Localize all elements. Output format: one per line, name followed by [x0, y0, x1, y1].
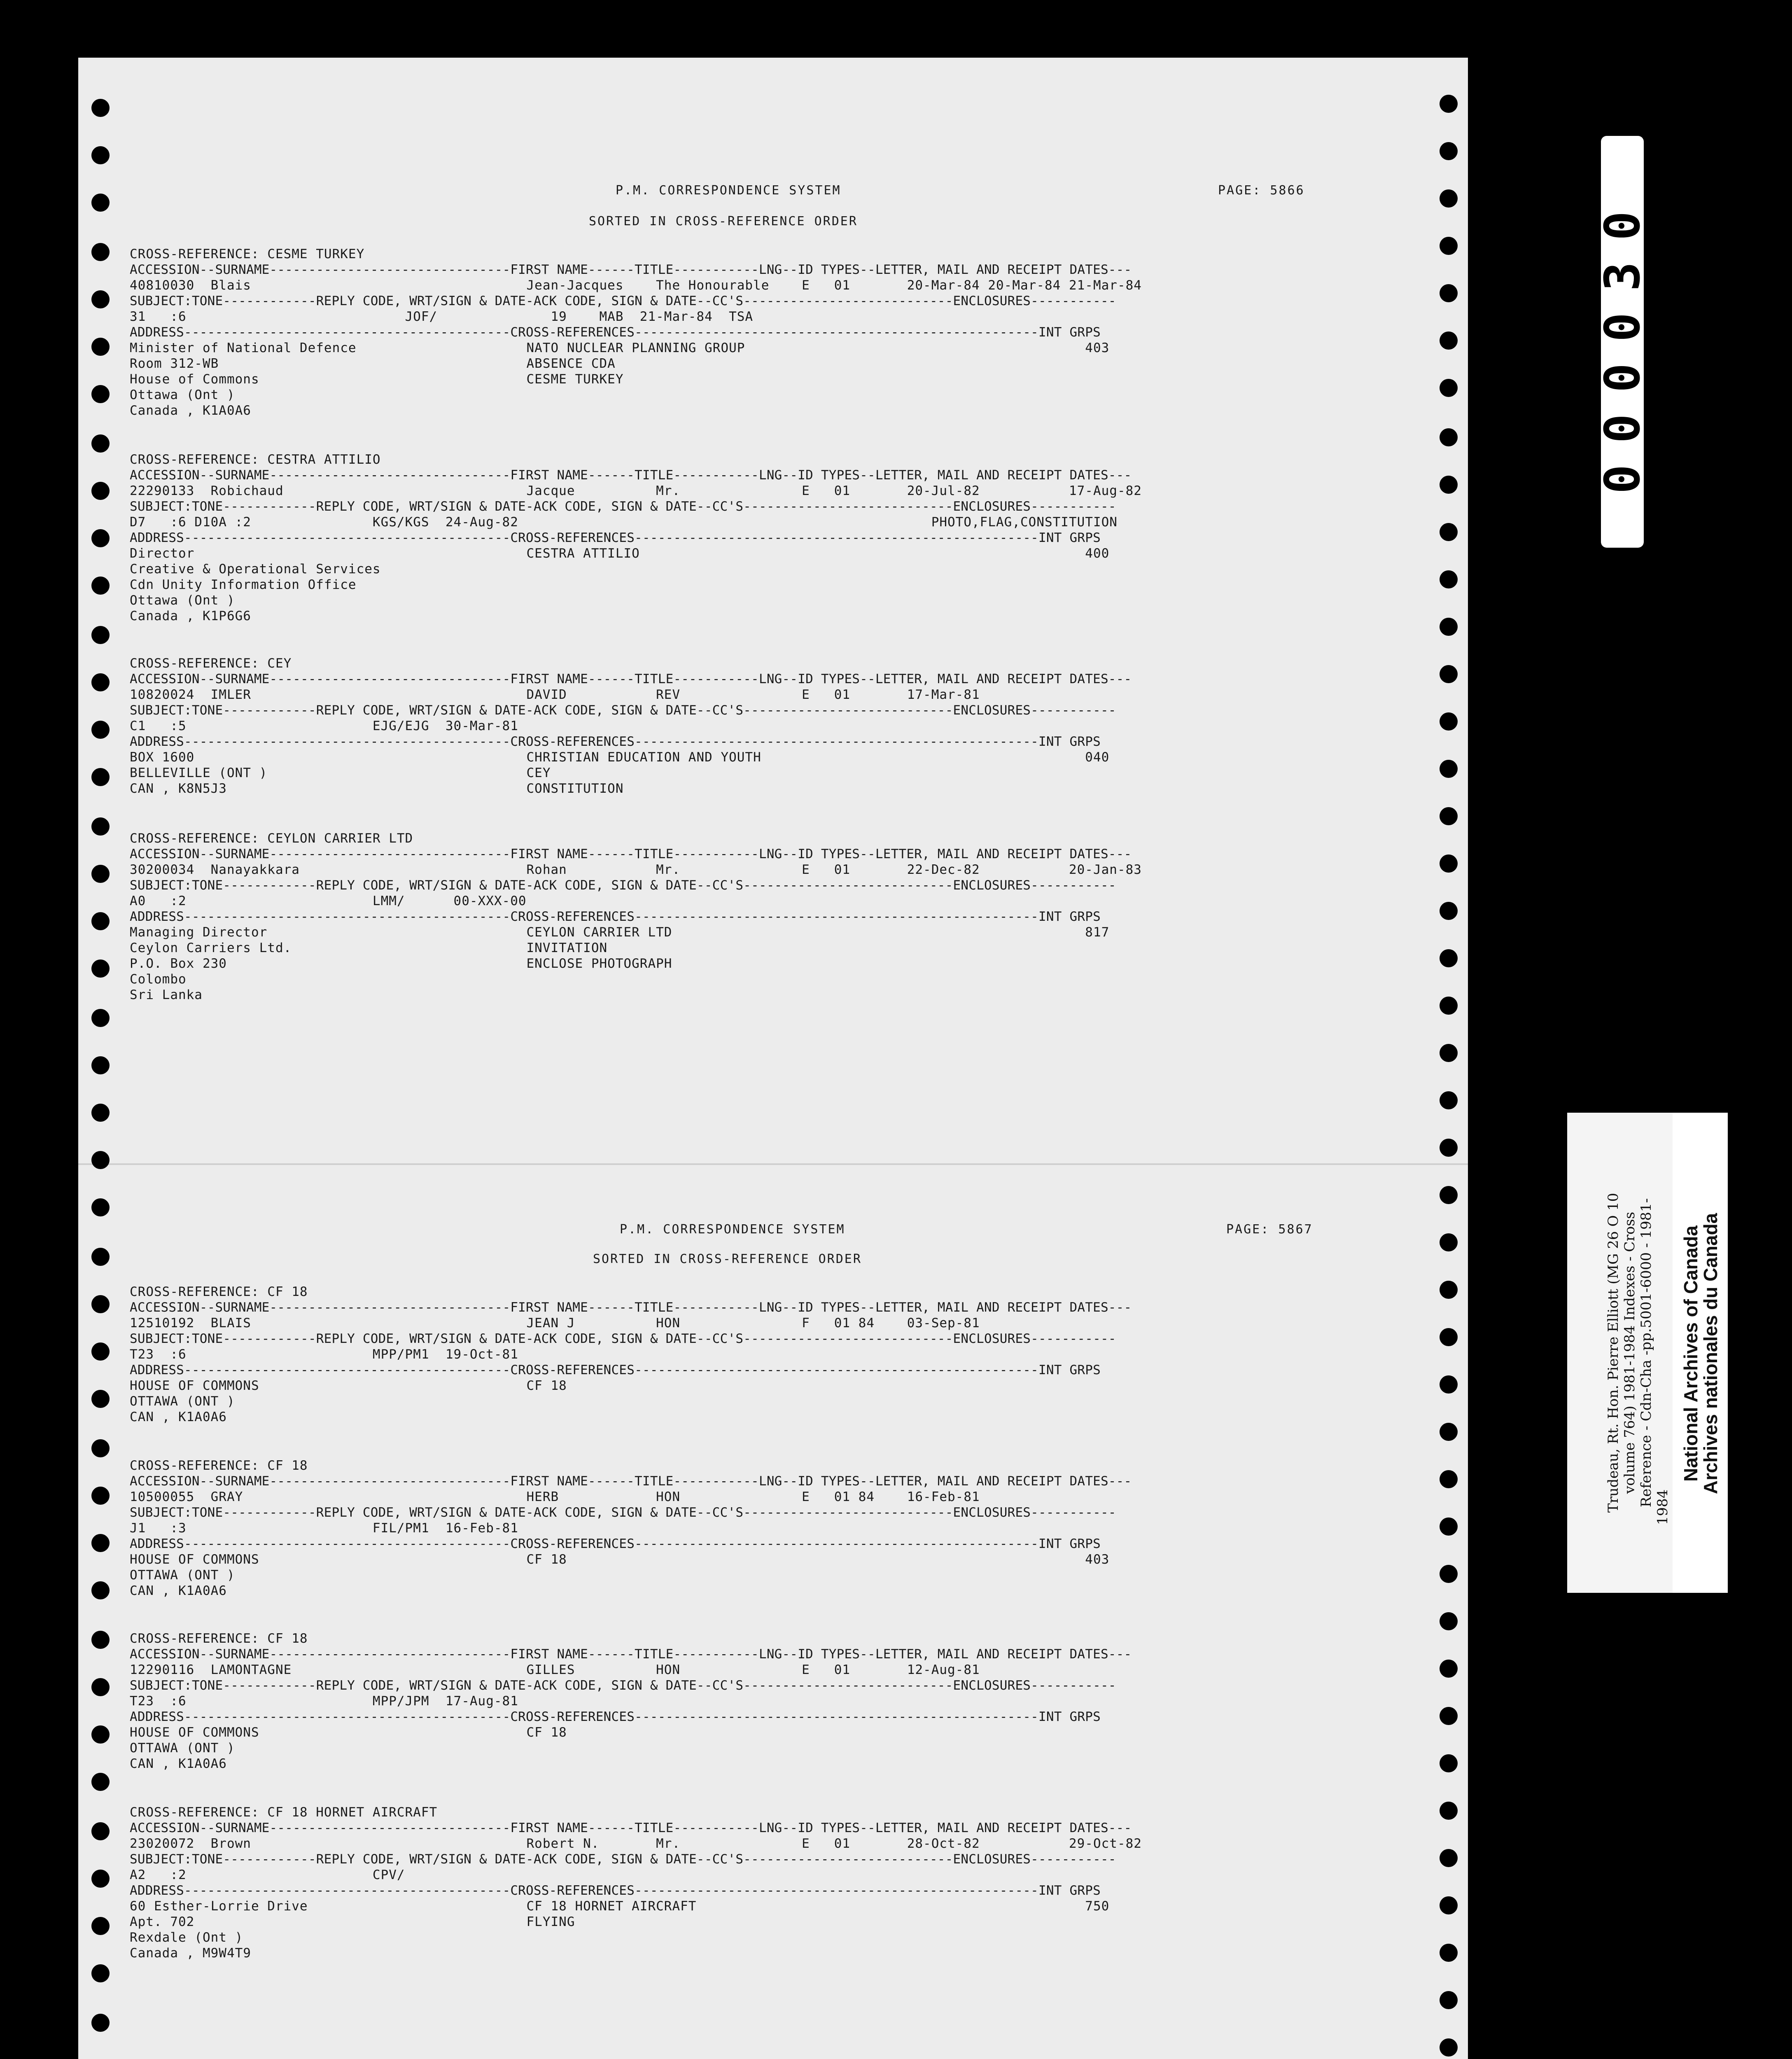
tractor-hole [1440, 712, 1458, 731]
record-3-line-8: BELLEVILLE (ONT ) CEY [130, 766, 551, 780]
sort-order-line: SORTED IN CROSS-REFERENCE ORDER [589, 214, 858, 229]
tractor-hole [91, 577, 110, 595]
record-2-line-3: 10500055 GRAY HERB HON E 01 84 16-Feb-81 [130, 1489, 980, 1504]
tractor-hole [1440, 1139, 1458, 1157]
record-3-line-1: CROSS-REFERENCE: CF 18 [130, 1631, 308, 1646]
record-1-line-6: ADDRESS------------------------------------------CROSS-REFERENCES----------------------------------------------------INT GRPS [130, 1363, 1101, 1377]
record-3-line-9: CAN , K1A0A6 [130, 1756, 227, 1771]
record-1-line-7: HOUSE OF COMMONS CF 18 [130, 1378, 567, 1393]
tractor-hole [91, 626, 110, 644]
record-3-line-9: CAN , K8N5J3 CONSTITUTION [130, 781, 624, 796]
record-4-line-6: ADDRESS------------------------------------------CROSS-REFERENCES----------------------------------------------------INT GRPS [130, 909, 1101, 924]
system-title: P.M. CORRESPONDENCE SYSTEM [620, 1222, 845, 1237]
tractor-hole [1440, 1423, 1458, 1441]
archive-description-line-3: Reference - Cdn-Cha -pp.5001-6000 - 1981- [1638, 1198, 1654, 1508]
tractor-hole [1440, 1517, 1458, 1536]
record-3-line-5: T23 :6 MPP/JPM 17-Aug-81 [130, 1694, 518, 1709]
record-4-line-11: Sri Lanka [130, 987, 203, 1002]
record-4-line-1: CROSS-REFERENCE: CEYLON CARRIER LTD [130, 831, 413, 846]
record-4-line-5: A0 :2 LMM/ 00-XXX-00 [130, 894, 527, 908]
tractor-hole [91, 243, 110, 261]
tractor-hole [91, 1487, 110, 1505]
tractor-hole [91, 1342, 110, 1361]
tractor-hole [1440, 1660, 1458, 1678]
tractor-hole [91, 912, 110, 930]
record-2-line-6: ADDRESS------------------------------------------CROSS-REFERENCES----------------------------------------------------INT GRPS [130, 1536, 1101, 1551]
tractor-hole [1440, 902, 1458, 920]
tractor-hole [1440, 95, 1458, 113]
record-4-line-4: SUBJECT:TONE------------REPLY CODE, WRT/SIGN & DATE-ACK CODE, SIGN & DATE--CC'S---------------------------ENCLOSURES----------- [130, 878, 1116, 893]
record-1-line-1: CROSS-REFERENCE: CESME TURKEY [130, 247, 365, 261]
tractor-hole [1440, 1849, 1458, 1867]
tractor-hole [1440, 2038, 1458, 2057]
tractor-hole [1440, 570, 1458, 588]
tractor-hole [91, 529, 110, 547]
record-3-line-7: HOUSE OF COMMONS CF 18 [130, 1725, 567, 1740]
tractor-hole [91, 194, 110, 212]
record-2-line-9: Cdn Unity Information Office [130, 577, 357, 592]
tractor-hole [91, 1581, 110, 1599]
archive-description-line-1: Trudeau, Rt. Hon. Pierre Elliott (MG 26 O 10 [1605, 1193, 1622, 1513]
tractor-hole [91, 1248, 110, 1266]
record-3-line-5: C1 :5 EJG/EJG 30-Mar-81 [130, 719, 518, 733]
sort-order-line: SORTED IN CROSS-REFERENCE ORDER [593, 1252, 862, 1266]
record-4-line-5: A2 :2 CPV/ [130, 1868, 405, 1882]
record-3-line-6: ADDRESS------------------------------------------CROSS-REFERENCES----------------------------------------------------INT GRPS [130, 734, 1101, 749]
archive-description-line-4: 1984 [1654, 1489, 1671, 1525]
tractor-hole [1440, 949, 1458, 967]
tractor-hole [91, 99, 110, 117]
record-4-line-7: 60 Esther-Lorrie Drive CF 18 HORNET AIRCRAFT 750 [130, 1899, 1110, 1914]
tractor-hole [1440, 1281, 1458, 1299]
record-3-line-8: OTTAWA (ONT ) [130, 1741, 235, 1756]
record-2-line-3: 22290133 Robichaud Jacque Mr. E 01 20-Jul-82 17-Aug-82 [130, 483, 1142, 498]
record-4-line-9: P.O. Box 230 ENCLOSE PHOTOGRAPH [130, 956, 672, 971]
record-2-line-2: ACCESSION--SURNAME-------------------------------FIRST NAME------TITLE-----------LNG--ID TYPES--LETTER, MAIL AND RECEIPT DATES--- [130, 1474, 1132, 1489]
tractor-hole [1440, 1707, 1458, 1725]
institution-name-fr: Archives nationales du Canada [1700, 1213, 1721, 1494]
tractor-hole [1440, 997, 1458, 1015]
tractor-hole [1440, 1233, 1458, 1251]
tractor-hole [1440, 476, 1458, 494]
record-1-line-5: T23 :6 MPP/PM1 19-Oct-81 [130, 1347, 518, 1362]
perforation-fold [78, 1163, 1468, 1165]
record-3-line-1: CROSS-REFERENCE: CEY [130, 656, 292, 671]
record-1-line-6: ADDRESS------------------------------------------CROSS-REFERENCES----------------------------------------------------INT GRPS [130, 325, 1101, 340]
tractor-hole [91, 1773, 110, 1791]
tractor-hole [1440, 284, 1458, 302]
record-4-line-3: 23020072 Brown Robert N. Mr. E 01 28-Oct-82 29-Oct-82 [130, 1836, 1142, 1851]
tractor-hole [91, 1151, 110, 1169]
institution-name-en: National Archives of Canada [1680, 1225, 1701, 1482]
record-4-line-6: ADDRESS------------------------------------------CROSS-REFERENCES----------------------------------------------------INT GRPS [130, 1883, 1101, 1898]
tractor-hole [91, 2014, 110, 2032]
tractor-hole [91, 1439, 110, 1457]
record-2-line-2: ACCESSION--SURNAME-------------------------------FIRST NAME------TITLE-----------LNG--ID TYPES--LETTER, MAIL AND RECEIPT DATES--- [130, 468, 1132, 483]
record-1-line-9: House of Commons CESME TURKEY [130, 372, 624, 387]
record-1-line-3: 40810030 Blais Jean-Jacques The Honourable E 01 20-Mar-84 20-Mar-84 21-Mar-84 [130, 278, 1142, 293]
record-2-line-8: Creative & Operational Services [130, 562, 381, 577]
record-4-line-2: ACCESSION--SURNAME-------------------------------FIRST NAME------TITLE-----------LNG--ID TYPES--LETTER, MAIL AND RECEIPT DATES--- [130, 847, 1132, 861]
record-2-line-8: OTTAWA (ONT ) [130, 1568, 235, 1583]
tractor-hole [1440, 1186, 1458, 1204]
tractor-hole [91, 1725, 110, 1744]
tractor-hole [91, 1056, 110, 1074]
tractor-hole [1440, 1944, 1458, 1962]
tractor-hole [91, 1822, 110, 1840]
record-2-line-4: SUBJECT:TONE------------REPLY CODE, WRT/SIGN & DATE-ACK CODE, SIGN & DATE--CC'S---------------------------ENCLOSURES----------- [130, 1505, 1116, 1520]
tractor-hole [1440, 854, 1458, 873]
record-1-line-5: 31 :6 JOF/ 19 MAB 21-Mar-84 TSA [130, 309, 754, 324]
record-1-line-7: Minister of National Defence NATO NUCLEAR PLANNING GROUP 403 [130, 341, 1110, 355]
tractor-hole [91, 338, 110, 356]
record-4-line-8: Apt. 702 FLYING [130, 1914, 575, 1929]
tractor-hole [1440, 1802, 1458, 1820]
tractor-hole [91, 1678, 110, 1696]
tractor-hole [1440, 428, 1458, 446]
record-2-line-1: CROSS-REFERENCE: CESTRA ATTILIO [130, 452, 381, 467]
record-1-line-1: CROSS-REFERENCE: CF 18 [130, 1284, 308, 1299]
record-2-line-1: CROSS-REFERENCE: CF 18 [130, 1458, 308, 1473]
tractor-hole [91, 673, 110, 691]
tractor-hole [1440, 379, 1458, 397]
tractor-hole [91, 817, 110, 836]
tractor-hole [1440, 237, 1458, 255]
record-4-line-2: ACCESSION--SURNAME-------------------------------FIRST NAME------TITLE-----------LNG--ID TYPES--LETTER, MAIL AND RECEIPT DATES--- [130, 1821, 1132, 1835]
tractor-hole [91, 482, 110, 500]
tractor-hole [91, 1104, 110, 1122]
right-tractor-holes [1440, 103, 1458, 2059]
record-1-line-3: 12510192 BLAIS JEAN J HON F 01 84 03-Sep-81 [130, 1316, 980, 1331]
record-4-line-9: Rexdale (Ont ) [130, 1930, 243, 1945]
tractor-hole [91, 1870, 110, 1888]
page-number: PAGE: 5866 [1218, 183, 1305, 198]
record-1-line-4: SUBJECT:TONE------------REPLY CODE, WRT/SIGN & DATE-ACK CODE, SIGN & DATE--CC'S---------------------------ENCLOSURES----------- [130, 1331, 1116, 1346]
tractor-hole [1440, 760, 1458, 778]
tractor-hole [91, 1534, 110, 1552]
tractor-hole [91, 146, 110, 164]
tractor-hole [91, 1390, 110, 1408]
record-2-line-5: D7 :6 D10A :2 KGS/KGS 24-Aug-82 PHOTO,FLAG,CONSTITUTION [130, 515, 1118, 530]
record-1-line-2: ACCESSION--SURNAME-------------------------------FIRST NAME------TITLE-----------LNG--ID TYPES--LETTER, MAIL AND RECEIPT DATES--- [130, 1300, 1132, 1315]
record-4-line-10: Colombo [130, 972, 187, 987]
tractor-hole [1440, 142, 1458, 160]
tractor-hole [91, 865, 110, 883]
record-4-line-3: 30200034 Nanayakkara Rohan Mr. E 01 22-Dec-82 20-Jan-83 [130, 862, 1142, 877]
page-number: PAGE: 5867 [1226, 1222, 1313, 1237]
record-3-line-2: ACCESSION--SURNAME-------------------------------FIRST NAME------TITLE-----------LNG--ID TYPES--LETTER, MAIL AND RECEIPT DATES--- [130, 672, 1132, 686]
tractor-hole [91, 768, 110, 786]
record-2-line-9: CAN , K1A0A6 [130, 1583, 227, 1598]
tractor-hole [1440, 1328, 1458, 1346]
record-3-line-6: ADDRESS------------------------------------------CROSS-REFERENCES----------------------------------------------------INT GRPS [130, 1709, 1101, 1724]
record-3-line-4: SUBJECT:TONE------------REPLY CODE, WRT/SIGN & DATE-ACK CODE, SIGN & DATE--CC'S---------------------------ENCLOSURES----------- [130, 703, 1116, 718]
left-tractor-holes [91, 103, 110, 2059]
system-title: P.M. CORRESPONDENCE SYSTEM [616, 183, 841, 198]
frame-number: 000030 [1594, 189, 1651, 494]
record-2-line-7: Director CESTRA ATTILIO 400 [130, 546, 1110, 561]
tractor-hole [1440, 807, 1458, 825]
tractor-hole [1440, 1565, 1458, 1583]
tractor-hole [1440, 523, 1458, 541]
record-2-line-6: ADDRESS------------------------------------------CROSS-REFERENCES----------------------------------------------------INT GRPS [130, 530, 1101, 545]
record-3-line-7: BOX 1600 CHRISTIAN EDUCATION AND YOUTH 040 [130, 750, 1110, 765]
record-4-line-4: SUBJECT:TONE------------REPLY CODE, WRT/SIGN & DATE-ACK CODE, SIGN & DATE--CC'S---------------------------ENCLOSURES----------- [130, 1852, 1116, 1867]
tractor-hole [1440, 1991, 1458, 2009]
record-1-line-10: Ottawa (Ont ) [130, 388, 235, 402]
record-2-line-5: J1 :3 FIL/PM1 16-Feb-81 [130, 1521, 518, 1536]
record-4-line-7: Managing Director CEYLON CARRIER LTD 817 [130, 925, 1110, 940]
record-1-line-2: ACCESSION--SURNAME-------------------------------FIRST NAME------TITLE-----------LNG--ID TYPES--LETTER, MAIL AND RECEIPT DATES--- [130, 262, 1132, 277]
archive-description-line-2: volume 764) 1981-1984 Indexes - Cross [1622, 1212, 1638, 1494]
tractor-hole [91, 1917, 110, 1935]
tractor-hole [1440, 618, 1458, 636]
tractor-hole [91, 1009, 110, 1027]
record-1-line-8: OTTAWA (ONT ) [130, 1394, 235, 1409]
tractor-hole [1440, 1612, 1458, 1630]
record-2-line-10: Ottawa (Ont ) [130, 593, 235, 608]
record-3-line-3: 12290116 LAMONTAGNE GILLES HON E 01 12-Aug-81 [130, 1662, 980, 1677]
record-3-line-3: 10820024 IMLER DAVID REV E 01 17-Mar-81 [130, 687, 980, 702]
tractor-hole [1440, 665, 1458, 683]
record-2-line-7: HOUSE OF COMMONS CF 18 403 [130, 1552, 1110, 1567]
tractor-hole [1440, 1896, 1458, 1914]
tractor-hole [91, 721, 110, 739]
tractor-hole [91, 1295, 110, 1313]
record-1-line-8: Room 312-WB ABSENCE CDA [130, 356, 616, 371]
record-4-line-8: Ceylon Carriers Ltd. INVITATION [130, 941, 608, 955]
record-1-line-11: Canada , K1A0A6 [130, 403, 251, 418]
record-3-line-2: ACCESSION--SURNAME-------------------------------FIRST NAME------TITLE-----------LNG--ID TYPES--LETTER, MAIL AND RECEIPT DATES--- [130, 1647, 1132, 1662]
tractor-hole [91, 959, 110, 978]
record-2-line-4: SUBJECT:TONE------------REPLY CODE, WRT/SIGN & DATE-ACK CODE, SIGN & DATE--CC'S---------------------------ENCLOSURES----------- [130, 499, 1116, 514]
tractor-hole [1440, 1470, 1458, 1488]
tractor-hole [91, 434, 110, 453]
tractor-hole [91, 1964, 110, 1982]
record-1-line-4: SUBJECT:TONE------------REPLY CODE, WRT/SIGN & DATE-ACK CODE, SIGN & DATE--CC'S---------------------------ENCLOSURES----------- [130, 294, 1116, 308]
record-2-line-11: Canada , K1P6G6 [130, 609, 251, 623]
tractor-hole [91, 290, 110, 308]
tractor-hole [1440, 331, 1458, 350]
record-3-line-4: SUBJECT:TONE------------REPLY CODE, WRT/SIGN & DATE-ACK CODE, SIGN & DATE--CC'S---------------------------ENCLOSURES----------- [130, 1678, 1116, 1693]
tractor-hole [91, 1198, 110, 1216]
tractor-hole [1440, 1754, 1458, 1772]
tractor-hole [1440, 189, 1458, 208]
tractor-hole [91, 385, 110, 403]
record-4-line-1: CROSS-REFERENCE: CF 18 HORNET AIRCRAFT [130, 1805, 438, 1820]
record-1-line-9: CAN , K1A0A6 [130, 1410, 227, 1424]
tractor-hole [1440, 1091, 1458, 1109]
tractor-hole [1440, 1375, 1458, 1394]
tractor-hole [91, 1631, 110, 1649]
tractor-hole [1440, 1044, 1458, 1062]
record-4-line-10: Canada , M9W4T9 [130, 1946, 251, 1961]
